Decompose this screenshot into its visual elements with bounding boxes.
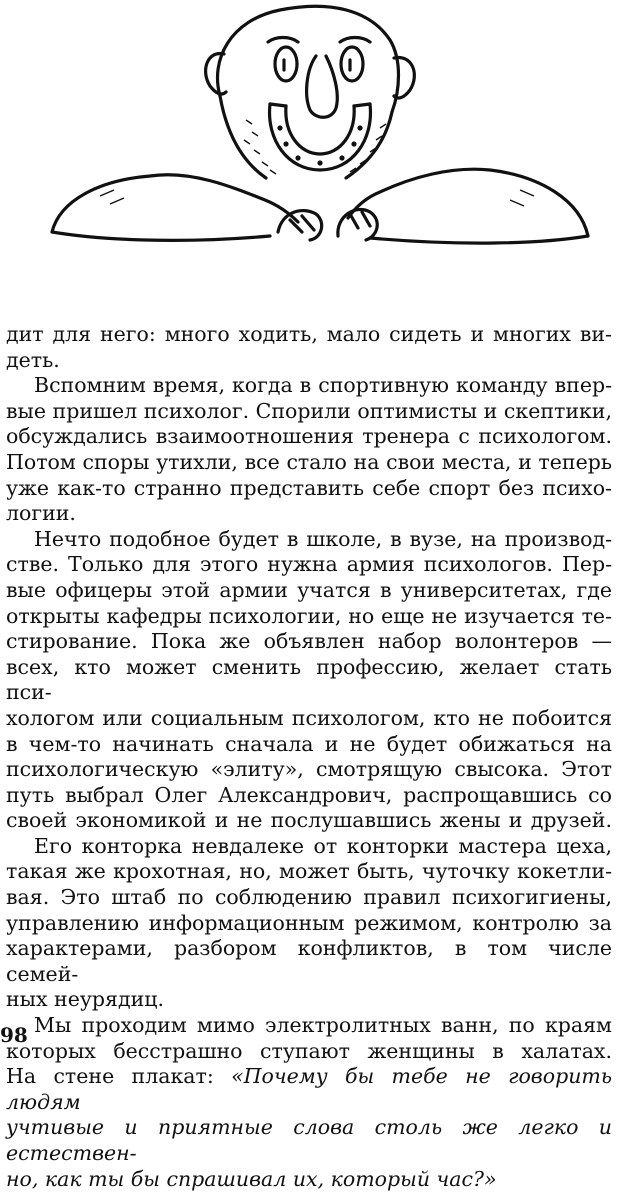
text-line: Вспомним время, когда в спортивную команду впер- xyxy=(34,373,612,398)
text-line: открыты кафедры психологии, но еще не изучается те- xyxy=(6,603,612,628)
cartoon-man-horseshoe-smile-icon xyxy=(40,0,600,290)
text-line: путь выбрал Олег Александрович, распрощавшись со xyxy=(6,782,612,807)
text-line: деть. xyxy=(6,347,60,372)
text-line: Потом споры утихли, все стало на свои места, и теперь xyxy=(6,449,612,474)
text-line: вые офицеры этой армии учатся в университетах, где xyxy=(6,577,612,602)
poster-label: На стене плакат: xyxy=(6,1064,232,1089)
text-line: стирование. Пока же объявлен набор волонтеров — xyxy=(6,629,612,654)
poster-quote: «Почему бы тебе не говорить людям xyxy=(6,1064,612,1114)
text-line: Нечто подобное будет в школе, в вузе, на производ- xyxy=(34,526,612,551)
text-line: стве. Только для этого нужна армия психологов. Пер- xyxy=(6,552,612,577)
text-line: в чем-то начинать сначала и не будет обижаться на xyxy=(6,731,612,756)
page-number: 98 xyxy=(0,1023,28,1047)
text-line: которых бесстрашно ступают женщины в халатах. xyxy=(6,1038,612,1063)
text-line: уже как-то странно представить себе спорт без психо- xyxy=(6,475,612,500)
body-text xyxy=(6,322,612,1192)
text-line: управлению информационным режимом, контролю за xyxy=(6,910,612,935)
text-line: но, как ты бы спрашивал их, который час?» xyxy=(6,1166,497,1191)
text-line: психологическую «элиту», смотрящую свысока. Этот xyxy=(6,757,612,782)
text-line: такая же крохотная, но, может быть, чуточку кокетли- xyxy=(6,859,612,884)
text-line: Мы проходим мимо электролитных ванн, по краям xyxy=(34,1013,612,1038)
text-line: всех, кто может сменить профессию, желает стать пси- xyxy=(6,654,612,705)
text-line: дит для него: много ходить, мало сидеть и многих ви- xyxy=(6,322,612,346)
text-line: хологом или социальным психологом, кто не побоится xyxy=(6,705,612,730)
text-line: учтивые и приятные слова столь же легко и естествен- xyxy=(6,1115,612,1165)
text-line: логии. xyxy=(6,501,76,526)
text-line: своей экономикой и не послушавшись жены и друзей. xyxy=(6,808,612,833)
text-line: ных неурядиц. xyxy=(6,987,164,1012)
text-line: обсуждались взаимоотношения тренера с психологом. xyxy=(6,424,612,449)
text-line: Его конторка невдалеке от конторки мастера цеха, xyxy=(34,833,612,858)
text-line: характерами, разбором конфликтов, в том числе семей- xyxy=(6,936,612,986)
text-line xyxy=(6,1064,612,1115)
text-line: вая. Это штаб по соблюдению правил психогигиены, xyxy=(6,885,612,910)
text-line: вые пришел психолог. Спорили оптимисты и скептики, xyxy=(6,398,612,423)
